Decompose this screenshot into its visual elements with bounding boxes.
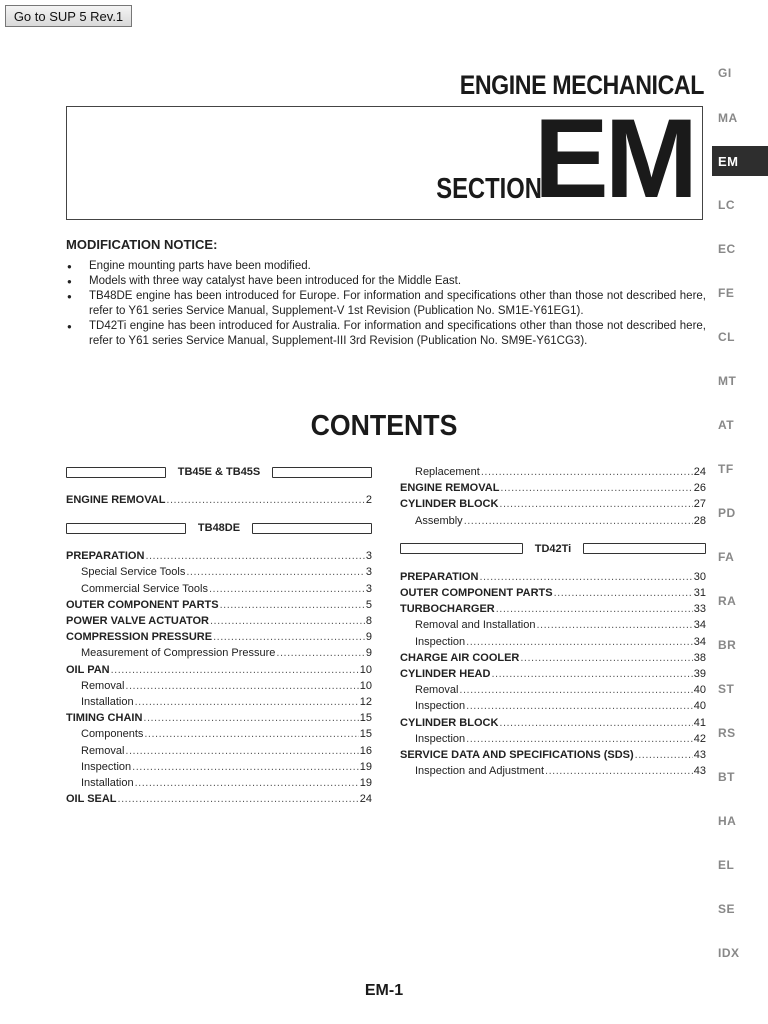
toc-leader-dots — [135, 775, 359, 791]
toc-entry-title: OIL PAN — [66, 663, 110, 676]
toc-leader-dots — [466, 698, 693, 714]
tab-bt[interactable]: BT — [718, 770, 735, 784]
toc-leader-dots — [520, 650, 692, 666]
toc-page-number: 19 — [359, 760, 372, 773]
tab-br[interactable]: BR — [718, 638, 737, 652]
toc-leader-dots — [132, 759, 359, 775]
toc-left-column — [66, 464, 372, 807]
header-bar — [252, 523, 372, 534]
toc-group-header — [66, 520, 372, 536]
tab-fa[interactable]: FA — [718, 550, 735, 564]
toc-subentry[interactable] — [400, 513, 706, 529]
toc-entry-title: Inspection and Adjustment — [415, 765, 545, 778]
toc-page-number: 28 — [693, 514, 706, 527]
toc-leader-dots — [209, 581, 365, 597]
tab-ec[interactable]: EC — [718, 242, 736, 256]
toc-page-number: 24 — [693, 466, 706, 478]
tab-em[interactable]: EM — [712, 146, 768, 176]
toc-entry[interactable] — [400, 715, 706, 731]
toc-page-number: 15 — [359, 728, 372, 741]
toc-leader-dots — [481, 464, 693, 480]
toc-spacer — [400, 529, 706, 541]
toc-leader-dots — [554, 585, 693, 601]
toc-page-number: 40 — [693, 684, 706, 697]
toc-page-number: 40 — [693, 700, 706, 713]
toc-leader-dots — [213, 629, 365, 645]
header-bar — [272, 467, 372, 478]
toc-page-number: 3 — [365, 582, 372, 595]
section-box — [66, 96, 703, 221]
toc-subentry[interactable] — [66, 775, 372, 791]
toc-entry-title: OUTER COMPONENT PARTS — [66, 598, 219, 611]
toc-entry-title: POWER VALVE ACTUATOR — [66, 615, 209, 628]
toc-page-number: 41 — [693, 716, 706, 729]
toc-leader-dots — [491, 666, 692, 682]
toc-subentry[interactable] — [400, 763, 706, 779]
tab-at[interactable]: AT — [718, 418, 735, 432]
go-to-supplement-button[interactable]: Go to SUP 5 Rev.1 — [5, 5, 132, 27]
toc-leader-dots — [466, 731, 693, 747]
toc-entry-title: Special Service Tools — [81, 566, 186, 579]
tab-gi[interactable]: GI — [718, 66, 732, 80]
header-bar — [66, 523, 186, 534]
toc-entry[interactable] — [400, 666, 706, 682]
toc-leader-dots — [145, 548, 364, 564]
toc-entry-title: Inspection — [415, 700, 466, 713]
toc-leader-dots — [500, 480, 692, 496]
toc-page-number: 10 — [359, 679, 372, 692]
toc-group-header — [66, 464, 372, 480]
toc-entry-title: Removal — [415, 684, 459, 697]
toc-page-number: 5 — [365, 598, 372, 611]
toc-page-number: 31 — [693, 587, 706, 600]
toc-page-number: 27 — [693, 498, 706, 511]
toc-leader-dots — [536, 617, 692, 633]
header-bar — [66, 467, 166, 478]
toc-page-number: 8 — [365, 615, 372, 628]
header-bar — [583, 543, 706, 554]
toc-leader-dots — [466, 634, 693, 650]
toc-entry[interactable] — [66, 791, 372, 807]
toc-entry[interactable] — [400, 601, 706, 617]
toc-page-number: 12 — [359, 696, 372, 709]
notice-item: ● Engine mounting parts have been modified. — [66, 259, 706, 274]
toc-entry-title: COMPRESSION PRESSURE — [66, 631, 213, 644]
toc-page-number: 3 — [365, 566, 372, 579]
toc-leader-dots — [135, 694, 359, 710]
toc-entry-title: OIL SEAL — [66, 793, 117, 806]
tab-ra[interactable]: RA — [718, 594, 737, 608]
toc-entry-title: OUTER COMPONENT PARTS — [400, 587, 553, 600]
toc-page-number: 43 — [693, 765, 706, 778]
tab-tf[interactable]: TF — [718, 462, 734, 476]
section-label: SECTION — [436, 173, 542, 205]
toc-entry-title: Commercial Service Tools — [81, 582, 208, 595]
toc-leader-dots — [635, 747, 693, 763]
tab-st[interactable]: ST — [718, 682, 735, 696]
toc-entry-title: TURBOCHARGER — [400, 603, 495, 616]
toc-page-number: 2 — [365, 494, 372, 506]
tab-ha[interactable]: HA — [718, 814, 737, 828]
toc-page-number: 19 — [359, 777, 372, 790]
toc-page-number: 43 — [693, 749, 706, 762]
toc-page-number: 15 — [359, 712, 372, 725]
toc-entry-title: Removal — [81, 679, 125, 692]
toc-subentry[interactable] — [400, 464, 706, 480]
toc-entry-title: Removal — [81, 744, 125, 757]
toc-entry[interactable] — [400, 569, 706, 585]
toc-leader-dots — [166, 492, 364, 508]
toc-group-label: TB48DE — [197, 522, 241, 535]
toc-leader-dots — [118, 791, 359, 807]
modification-notice — [66, 237, 706, 349]
toc-entry-title: CYLINDER HEAD — [400, 668, 491, 681]
toc-entry-title: ENGINE REMOVAL — [66, 494, 166, 506]
page-number: EM-1 — [364, 982, 404, 999]
toc-subentry[interactable] — [66, 581, 372, 597]
toc-entry[interactable] — [66, 492, 372, 508]
toc-entry-title: Replacement — [415, 466, 480, 478]
toc-subentry[interactable] — [66, 645, 372, 661]
toc-page-number: 39 — [693, 668, 706, 681]
toc-entry-title: Installation — [81, 777, 134, 790]
toc-page-number: 10 — [359, 663, 372, 676]
toc-leader-dots — [496, 601, 693, 617]
contents-title: CONTENTS — [310, 410, 458, 442]
toc-page-number: 16 — [359, 744, 372, 757]
toc-entry-title: Assembly — [415, 514, 463, 527]
tab-fe[interactable]: FE — [718, 286, 735, 300]
toc-leader-dots — [144, 726, 358, 742]
toc-leader-dots — [276, 645, 364, 661]
notice-item: ● TB48DE engine has been introduced for Europe. For information and specifications other than those not described here, refer to Y61 series Service Manual, Supplement-V 1st Revision (Publication No. SM1E-Y61EG1). — [66, 289, 706, 319]
toc-entry-title: PREPARATION — [66, 550, 145, 563]
toc-entry-title: PREPARATION — [400, 570, 479, 583]
toc-leader-dots — [210, 613, 365, 629]
toc-entry[interactable] — [400, 480, 706, 496]
notice-heading: MODIFICATION NOTICE: — [66, 237, 218, 252]
toc-entry-title: Removal and Installation — [415, 619, 536, 632]
toc-entry-title: CHARGE AIR COOLER — [400, 651, 520, 664]
toc-entry[interactable] — [66, 548, 372, 564]
toc-entry-title: CYLINDER BLOCK — [400, 498, 499, 511]
toc-subentry[interactable] — [66, 678, 372, 694]
toc-leader-dots — [464, 513, 693, 529]
page-title: ENGINE MECHANICAL — [459, 70, 704, 100]
toc-entry[interactable] — [66, 597, 372, 613]
toc-leader-dots — [111, 662, 359, 678]
tab-ma[interactable]: MA — [718, 111, 738, 125]
toc-subentry[interactable] — [66, 564, 372, 580]
toc-subentry[interactable] — [400, 698, 706, 714]
toc-entry[interactable] — [66, 662, 372, 678]
toc-entry[interactable] — [400, 585, 706, 601]
toc-leader-dots — [499, 715, 692, 731]
toc-page-number: 26 — [693, 482, 706, 495]
toc-group-label: TB45E & TB45S — [177, 466, 261, 478]
toc-entry-title: Inspection — [415, 635, 466, 648]
toc-page-number: 30 — [693, 570, 706, 583]
toc-leader-dots — [499, 496, 692, 512]
toc-entry-title: TIMING CHAIN — [66, 712, 143, 725]
toc-page-number: 24 — [359, 793, 372, 806]
toc-subentry[interactable] — [400, 731, 706, 747]
toc-leader-dots — [545, 763, 693, 779]
toc-subentry[interactable] — [400, 617, 706, 633]
tab-rs[interactable]: RS — [718, 726, 736, 740]
toc-page-number: 34 — [693, 635, 706, 648]
section-code: EM — [534, 96, 694, 221]
tab-pd[interactable]: PD — [718, 506, 736, 520]
notice-item: ● Models with three way catalyst have been introduced for the Middle East. — [66, 274, 706, 289]
toc-group-header — [400, 541, 706, 557]
toc-subentry[interactable] — [66, 759, 372, 775]
toc-page-number: 34 — [693, 619, 706, 632]
toc-page-number: 3 — [365, 550, 372, 563]
toc-entry-title: Installation — [81, 696, 134, 709]
toc-leader-dots — [186, 564, 365, 580]
toc-leader-dots — [479, 569, 692, 585]
toc-entry[interactable] — [400, 747, 706, 763]
toc-entry-title: Inspection — [81, 760, 132, 773]
header-bar — [400, 543, 523, 554]
toc-subentry[interactable] — [400, 682, 706, 698]
toc-entry-title: CYLINDER BLOCK — [400, 716, 499, 729]
tab-lc[interactable]: LC — [718, 198, 735, 212]
toc-page-number: 9 — [365, 631, 372, 644]
tab-el[interactable]: EL — [718, 858, 735, 872]
toc-spacer — [66, 508, 372, 520]
toc-subentry[interactable] — [66, 726, 372, 742]
toc-entry[interactable] — [66, 710, 372, 726]
toc-entry-title: SERVICE DATA AND SPECIFICATIONS (SDS) — [400, 749, 634, 762]
toc-entry-title: ENGINE REMOVAL — [400, 482, 500, 495]
tab-cl[interactable]: CL — [718, 330, 735, 344]
toc-entry-title: Inspection — [415, 732, 466, 745]
notice-list — [66, 259, 706, 349]
notice-item: ● TD42Ti engine has been introduced for Australia. For information and specifications other than those not described here, refer to Y61 series Service Manual, Supplement-III 3rd Revision (Publication No. SM9E-Y61CG3). — [66, 319, 706, 349]
toc-entry[interactable] — [400, 496, 706, 512]
tab-se[interactable]: SE — [718, 902, 736, 916]
toc-subentry[interactable] — [400, 634, 706, 650]
toc-subentry[interactable] — [66, 694, 372, 710]
toc-page-number: 9 — [365, 647, 372, 660]
tab-idx[interactable]: IDX — [718, 946, 740, 960]
toc-leader-dots — [125, 743, 358, 759]
toc-entry[interactable] — [66, 629, 372, 645]
tab-mt[interactable]: MT — [718, 374, 737, 388]
toc-entry[interactable] — [66, 613, 372, 629]
toc-page-number: 33 — [693, 603, 706, 616]
toc-page-number: 38 — [693, 651, 706, 664]
toc-leader-dots — [143, 710, 358, 726]
toc-entry[interactable] — [400, 650, 706, 666]
toc-leader-dots — [459, 682, 692, 698]
toc-page-number: 42 — [693, 732, 706, 745]
toc-entry-title: Components — [81, 728, 144, 741]
toc-right-column — [400, 464, 706, 779]
toc-leader-dots — [220, 597, 365, 613]
toc-leader-dots — [125, 678, 358, 694]
toc-entry-title: Measurement of Compression Pressure — [81, 647, 276, 660]
toc-subentry[interactable] — [66, 743, 372, 759]
toc-group-label: TD42Ti — [534, 542, 572, 555]
